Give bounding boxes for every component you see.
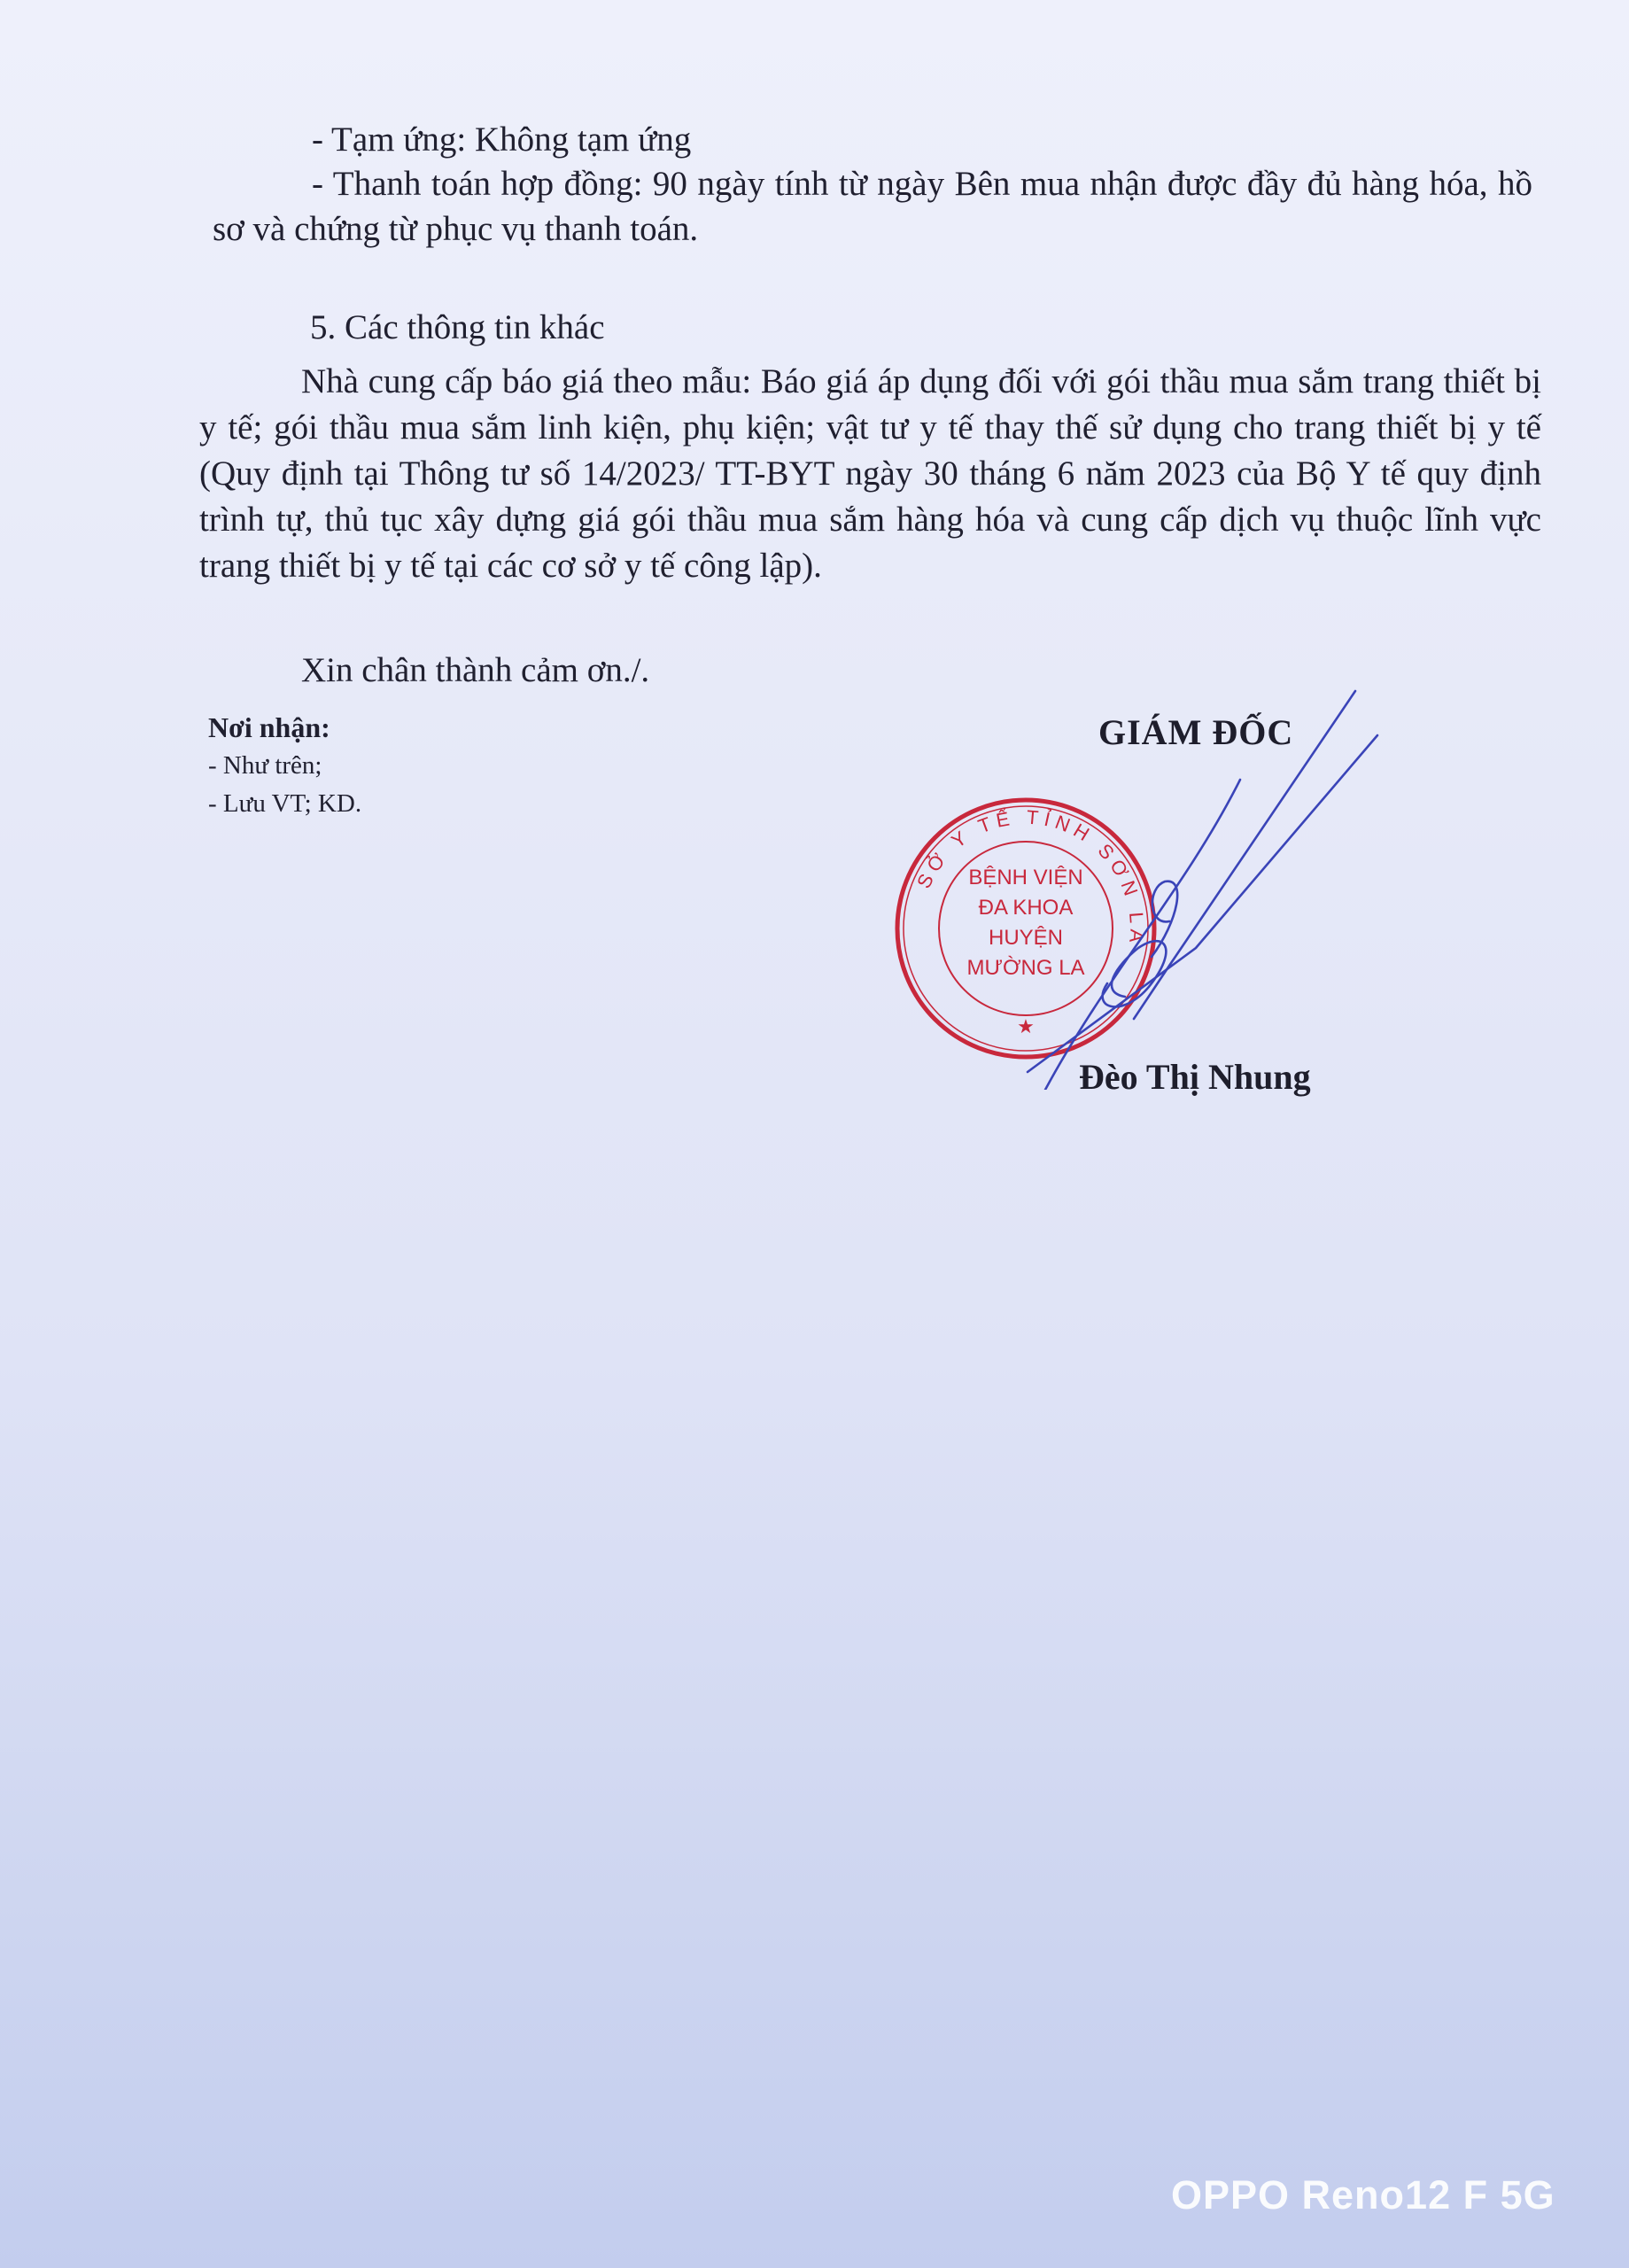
svg-text:ĐA KHOA: ĐA KHOA [978,896,1074,920]
svg-text:MƯỜNG LA: MƯỜNG LA [966,956,1085,980]
director-title: GIÁM ĐỐC [1098,712,1294,752]
contract-payment-paragraph: - Thanh toán hợp đồng: 90 ngày tính từ ngày Bên mua nhận được đầy đủ hàng hóa, hồ sơ và chứng từ phục vụ thanh toán. [213,165,1532,248]
other-info-paragraph: Nhà cung cấp báo giá theo mẫu: Báo giá áp dụng đối với gói thầu mua sắm trang thiết bị y tế; gói thầu mua sắm linh kiện, phụ kiện; vật tư y tế thay thế sử dụng cho trang thiết bị y tế (Quy định tại Thông tư số 14/2023/ TT-BYT ngày 30 tháng 6 năm 2023 của Bộ Y tế quy định trình tự, thủ tục xây dựng giá gói thầu mua sắm hàng hóa và cung cấp dịch vụ thuộc lĩnh vực trang thiết bị y tế tại các cơ sở y tế công lập). [199,362,1541,585]
advance-payment-line: - Tạm ứng: Không tạm ứng [312,120,692,159]
svg-text:SỞ Y TẾ TỈNH SƠN LA: SỞ Y TẾ TỈNH SƠN LA [911,805,1149,949]
recipients-title: Nơi nhận: [208,711,330,743]
recipient-item: - Lưu VT; KD. [208,789,362,818]
svg-text:★: ★ [1017,1016,1035,1038]
camera-watermark: OPPO Reno12 F 5G [1171,2172,1555,2218]
recipients-block [208,709,361,823]
svg-text:BỆNH VIỆN: BỆNH VIỆN [968,866,1083,889]
closing-line: Xin chân thành cảm ơn./. [301,651,650,689]
section-heading: 5. Các thông tin khác [310,308,605,346]
svg-text:HUYỆN: HUYỆN [988,926,1064,950]
recipient-item: - Như trên; [208,751,322,780]
handwritten-signature [974,682,1400,1090]
signer-name: Đèo Thị Nhung [1079,1057,1311,1097]
